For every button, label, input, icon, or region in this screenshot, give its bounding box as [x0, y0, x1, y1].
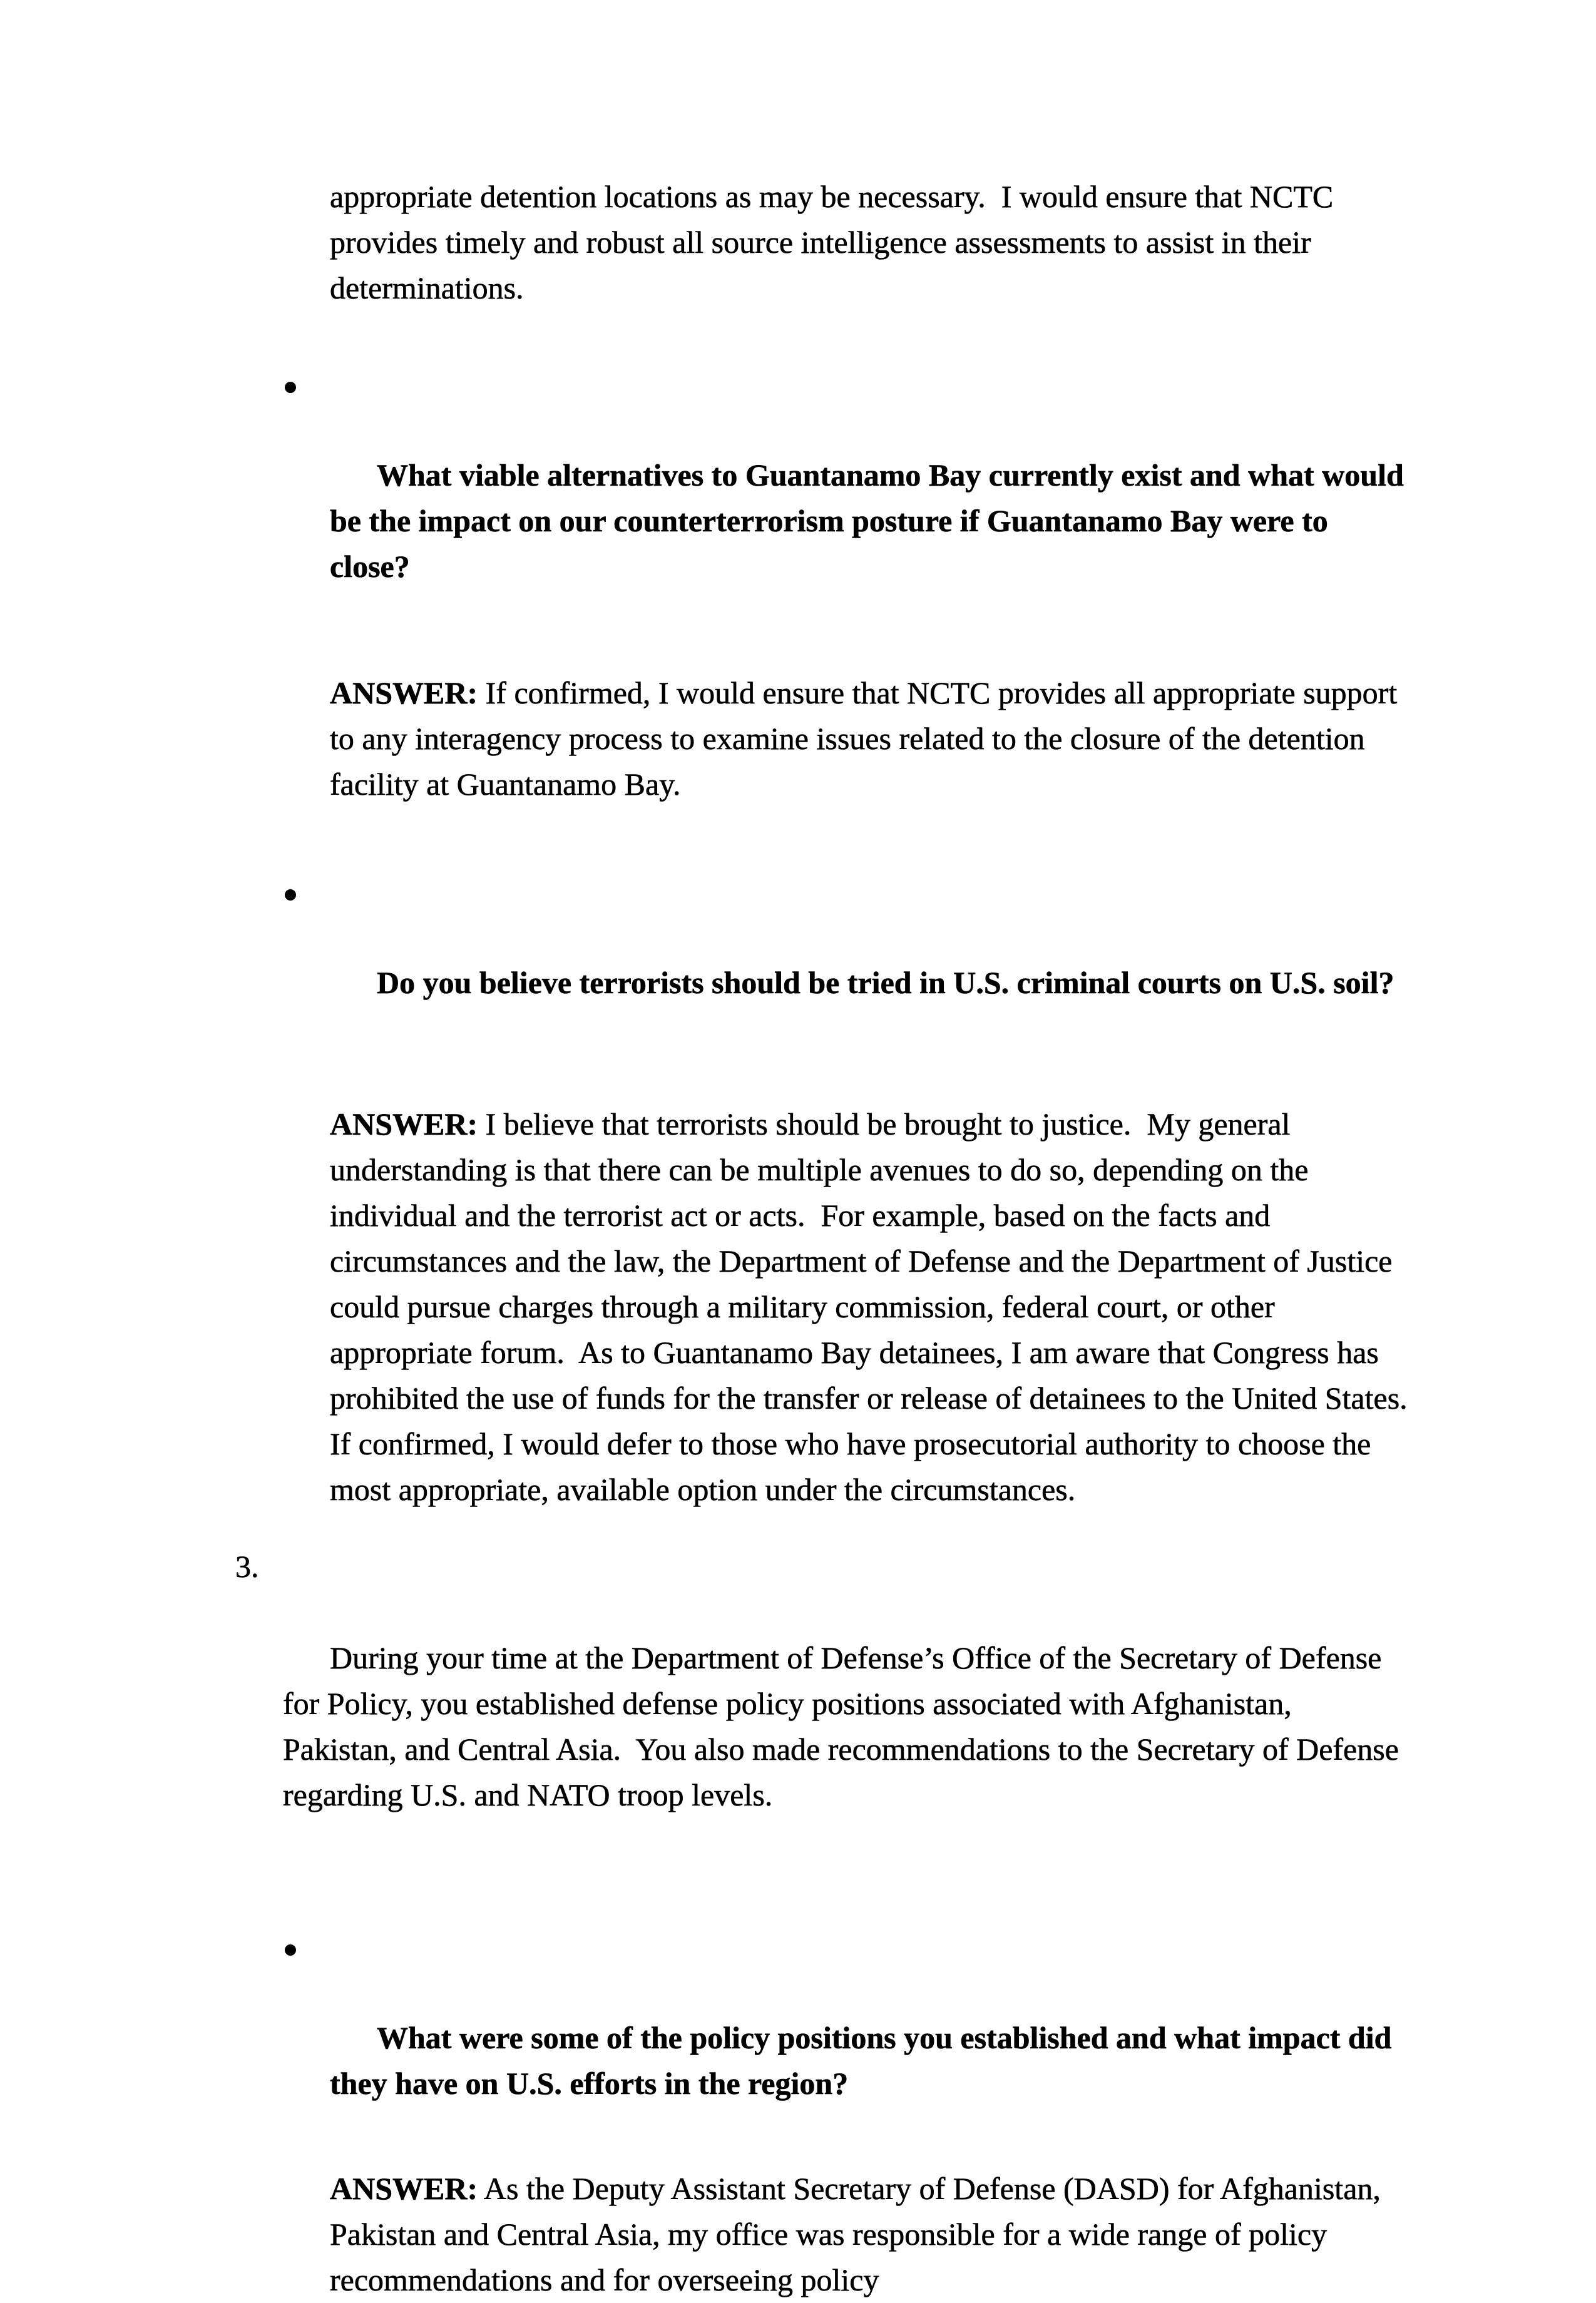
bullet-icon: [285, 382, 296, 393]
answer-1-label: ANSWER:: [330, 675, 478, 710]
answer-3-paragraph: [330, 2166, 1408, 2303]
answer-3-label: ANSWER:: [330, 2171, 478, 2206]
bullet-question-1-text: What viable alternatives to Guantanamo Bay currently exist and what would be the impact on our counterterrorism posture if Guantanamo Bay were to close?: [330, 457, 1412, 584]
answer-1-paragraph: [330, 670, 1408, 807]
answer-2-label: ANSWER:: [330, 1106, 478, 1141]
answer-3-text: As the Deputy Assistant Secretary of Defense (DASD) for Afghanistan, Pakistan and Central Asia, my office was responsible for a wide range of policy recommendations and for overseeing policy: [330, 2171, 1389, 2297]
bullet-question-3-text: What were some of the policy positions you established and what impact did they have on U.S. efforts in the region?: [330, 2020, 1399, 2101]
answer-2-paragraph: [330, 1101, 1423, 1513]
bullet-question-3: [330, 1924, 1408, 2152]
bullet-icon: [285, 1944, 296, 1956]
item-3-text: During your time at the Department of Defense’s Office of the Secretary of Defense for Policy, you established defense policy positions associated with Afghanistan, Pakistan, and Central Asia. You also made recommendations to the Secretary of Defense regarding U.S. and NATO troop levels.: [283, 1640, 1407, 1812]
bullet-question-1: [330, 361, 1412, 635]
answer-2-text: I believe that terrorists should be brought to justice. My general understanding is that there can be multiple avenues to do so, depending on the individual and the terrorist act or acts. For example, based on the facts and circumstances and the law, the Department of Defense and the Department of Justice could pursue charges through a military commission, federal court, or other appropriate forum. As to Guantanamo Bay detainees, I am aware that Congress has prohibited the use of funds for the transfer or release of detainees to the United States. If confirmed, I would defer to those who have prosecutorial authority to choose the most appropriate, available option under the circumstances.: [330, 1106, 1423, 1507]
answer-1-text: If confirmed, I would ensure that NCTC provides all appropriate support to any interagency process to examine issues related to the closure of the detention facility at Guantanamo Bay.: [330, 675, 1405, 802]
bullet-question-2-text: Do you believe terrorists should be tried in U.S. criminal courts on U.S. soil?: [377, 965, 1394, 1000]
item-3-number: 3.: [235, 1549, 259, 1584]
continuation-paragraph: appropriate detention locations as may be necessary. I would ensure that NCTC provides timely and robust all source intelligence assessments to assist in their determinations.: [330, 179, 1341, 305]
bullet-question-2: [330, 869, 1408, 1051]
numbered-item-3: [235, 1544, 1408, 1864]
bullet-icon: [285, 889, 296, 901]
